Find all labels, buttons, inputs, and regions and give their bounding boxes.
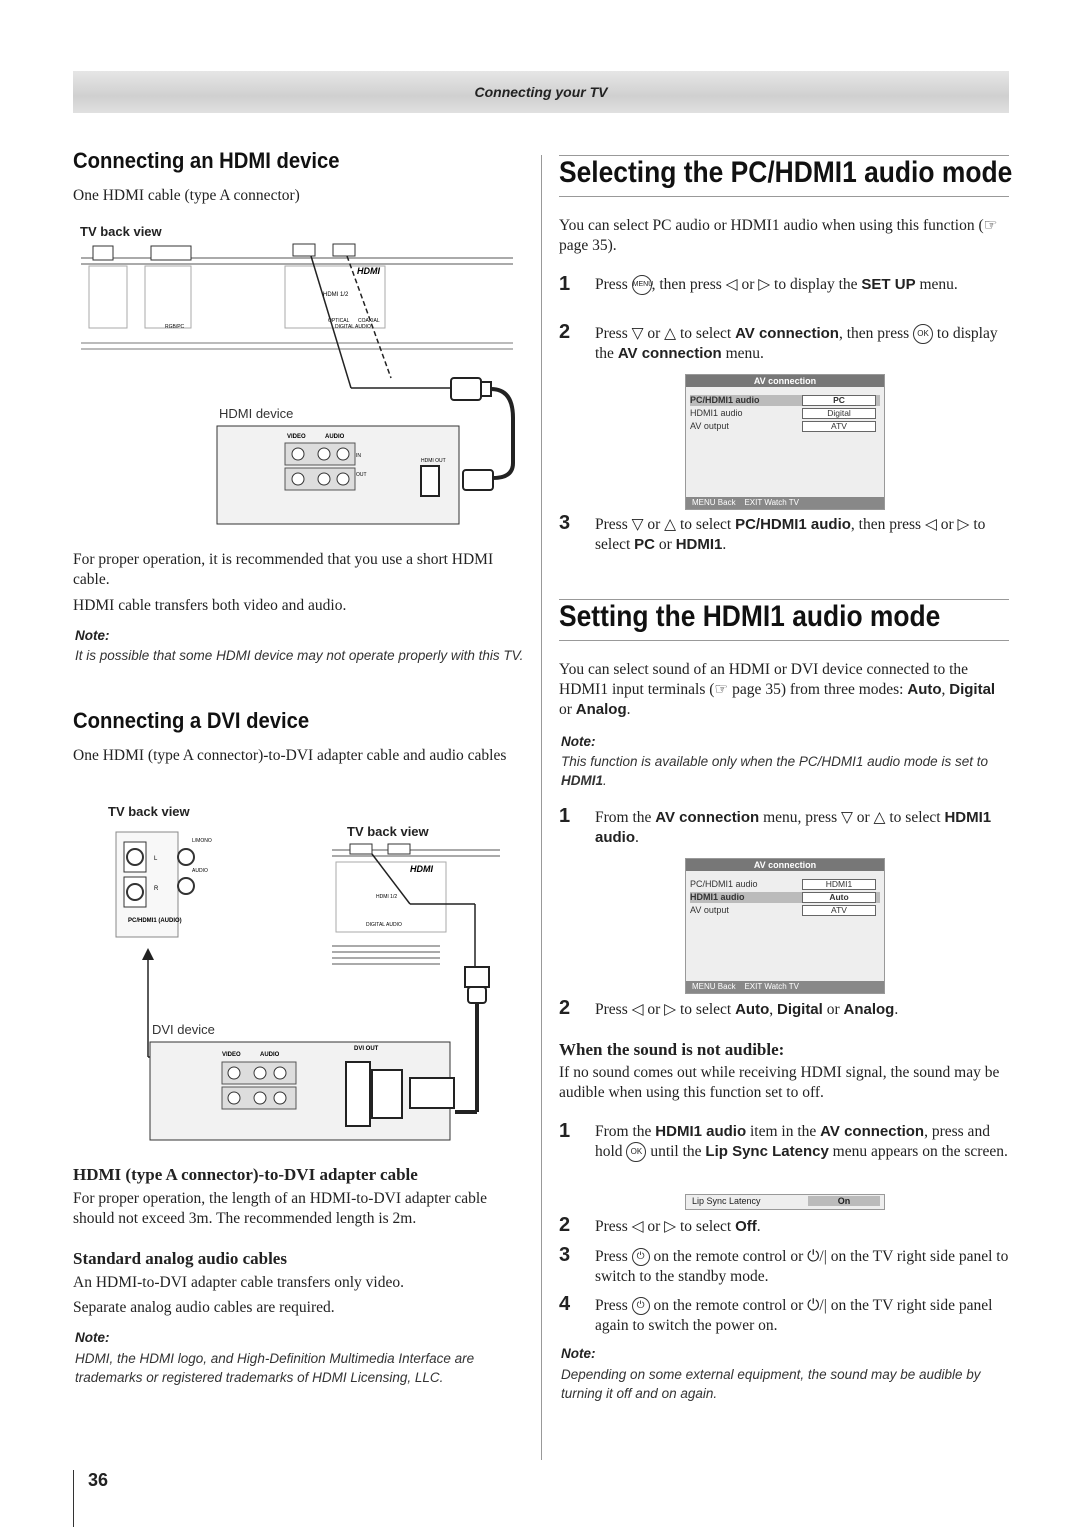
- hdmi1-note-label: Note:: [561, 734, 596, 749]
- hdmi1-intro: You can select sound of an HDMI or DVI device connected to the HDMI1 input terminals (☞ page 35) from three modes: Auto, Digital or Analog.: [559, 661, 996, 718]
- stepb1-text: From the HDMI1 audio item in the AV connection, press and hold OK until the Lip Sync Latency menu appears on the screen.: [595, 1122, 1010, 1162]
- menu1-row-hdmi1: HDMI1 audio Digital: [690, 408, 880, 419]
- stepb2-text: Press ◁ or ▷ to select Off.: [595, 1218, 761, 1235]
- tv-back-view-label-2: TV back view: [108, 804, 190, 819]
- analog-text2: Separate analog audio cables are required.: [73, 1299, 335, 1316]
- analog-heading: Standard analog audio cables: [73, 1249, 287, 1268]
- optical-label: OPTICAL: [328, 318, 350, 324]
- power-button-icon: ⏻: [632, 1248, 650, 1266]
- power-button-icon-2: ⏻: [632, 1297, 650, 1315]
- adapter-heading: HDMI (type A connector)-to-DVI adapter cable: [73, 1165, 418, 1184]
- ok-button-icon-2: OK: [626, 1142, 646, 1162]
- svg-text:HDMI: HDMI: [410, 864, 433, 874]
- coaxial-label: COAXIAL: [358, 318, 380, 324]
- pchdmi1-audio-label: PC/HDMI1 (AUDIO): [128, 918, 182, 924]
- stepb2-number: 2: [559, 1214, 571, 1236]
- digital-audio-label-2: DIGITAL AUDIO: [366, 922, 402, 928]
- step2-text: Press ▽ or △ to select AV connection, then press OK to display the AV connection menu.: [595, 325, 998, 363]
- audio-label-2: AUDIO: [260, 1052, 280, 1058]
- dvi-connection-diagram: [110, 822, 510, 1152]
- hdmi1-heading: Setting the HDMI1 audio mode: [559, 600, 941, 633]
- ok-button-icon: OK: [913, 324, 933, 344]
- menu1-row-avout: AV output ATV: [690, 421, 880, 432]
- dvi-intro: One HDMI (type A connector)-to-DVI adapter cable and audio cables: [73, 747, 507, 764]
- hdmi12-label-2: HDMI 1/2: [376, 894, 398, 900]
- stepb3-text: Press ⏻ on the remote control or ⏻/| on the TV right side panel to switch to the standby mode.: [595, 1248, 1009, 1285]
- video-label: VIDEO: [287, 434, 306, 440]
- r-label: R: [154, 886, 159, 892]
- lmono-label: L/MONO: [192, 838, 212, 844]
- final-note-text: Depending on some external equipment, the sound may be audible by turning it off and on again.: [561, 1367, 981, 1401]
- stepb1-number: 1: [559, 1120, 571, 1142]
- pc-heading: Selecting the PC/HDMI1 audio mode: [559, 156, 1013, 189]
- stepa1-number: 1: [559, 805, 571, 827]
- hdmi-note-text: It is possible that some HDMI device may not operate properly with this TV.: [75, 648, 524, 663]
- hdmi-heading: Connecting an HDMI device: [73, 148, 340, 173]
- hdmi-connection-diagram: [73, 238, 523, 530]
- step1-text: Press MENU, then press ◁ or ▷ to display the SET UP menu.: [595, 275, 1010, 295]
- menu1-row-pchdmi1: PC/HDMI1 audio PC: [690, 395, 880, 406]
- menu2-footer: MENU Back EXIT Watch TV: [686, 981, 884, 993]
- hdmi1-note-text: This function is available only when the PC/HDMI1 audio mode is set to HDMI1.: [561, 754, 988, 788]
- av-connection-menu-1: [685, 374, 885, 510]
- step3-number: 3: [559, 512, 571, 534]
- dvi-out-label: DVI OUT: [354, 1046, 379, 1052]
- menu1-title: AV connection: [686, 375, 884, 387]
- out-label: OUT: [356, 472, 367, 478]
- rule-bottom-1: [559, 196, 1009, 197]
- analog-text1: An HDMI-to-DVI adapter cable transfers only video.: [73, 1274, 404, 1291]
- dvi-device-label: DVI device: [152, 1022, 215, 1037]
- stepb4-number: 4: [559, 1293, 571, 1315]
- hdmi-note-label: Note:: [75, 628, 110, 643]
- menu1-footer: MENU Back EXIT Watch TV: [686, 497, 884, 509]
- stepa2-text: Press ◁ or ▷ to select Auto, Digital or Analog.: [595, 1001, 899, 1018]
- not-audible-heading: When the sound is not audible:: [559, 1040, 785, 1059]
- tv-back-view-label-3: TV back view: [347, 824, 429, 839]
- hdmi-intro: One HDMI cable (type A connector): [73, 187, 300, 204]
- hdmi-para2: HDMI cable transfers both video and audio.: [73, 597, 347, 614]
- video-label-2: VIDEO: [222, 1052, 241, 1058]
- hdmi-para1: For proper operation, it is recommended that you use a short HDMI cable.: [73, 551, 494, 588]
- pc-intro: You can select PC audio or HDMI1 audio when using this function (☞ page 35).: [559, 217, 998, 254]
- stepa2-number: 2: [559, 997, 571, 1019]
- lip-sync-bar: Lip Sync Latency On: [685, 1194, 885, 1210]
- hdmi-logo: HDMI: [357, 266, 380, 276]
- menu2-row-pchdmi1: PC/HDMI1 audio HDMI1: [690, 879, 880, 890]
- rule-bottom-2: [559, 640, 1009, 641]
- trademark-note-label: Note:: [75, 1330, 110, 1345]
- step3-text: Press ▽ or △ to select PC/HDMI1 audio, then press ◁ or ▷ to select PC or HDMI1.: [595, 516, 986, 553]
- menu2-title: AV connection: [686, 859, 884, 871]
- adapter-text: For proper operation, the length of an HDMI-to-DVI adapter cable should not exceed 3m. The recommended length is 2m.: [73, 1190, 488, 1227]
- section-header: Connecting your TV: [474, 84, 608, 100]
- step1-number: 1: [559, 273, 571, 295]
- l-label: L: [154, 856, 158, 862]
- rgbpc-label: RGB/PC: [165, 324, 185, 330]
- hdmi12-label: HDMI 1/2: [323, 292, 349, 298]
- audio-label: AUDIO: [325, 434, 345, 440]
- in-label: IN: [356, 453, 361, 459]
- stepb4-text: Press ⏻ on the remote control or ⏻/| on the TV right side panel again to switch the power on.: [595, 1297, 993, 1334]
- dvi-heading: Connecting a DVI device: [73, 708, 310, 733]
- page-number-rule: [73, 1470, 74, 1527]
- stepa1-text: From the AV connection menu, press ▽ or △ to select HDMI1 audio.: [595, 809, 992, 846]
- hdmi-device-label: HDMI device: [219, 406, 294, 421]
- menu-button-icon: MENU: [632, 275, 652, 295]
- av-connection-menu-2: [685, 858, 885, 994]
- not-audible-text: If no sound comes out while receiving HDMI signal, the sound may be audible when using this function set to off.: [559, 1064, 1000, 1101]
- hdmi-out-label: HDMI OUT: [421, 458, 446, 464]
- digital-audio-label: DIGITAL AUDIO: [335, 324, 371, 330]
- final-note-label: Note:: [561, 1346, 596, 1361]
- menu2-row-hdmi1: HDMI1 audio Auto: [690, 892, 880, 903]
- audio-short-label: AUDIO: [192, 868, 208, 874]
- page-number: 36: [88, 1470, 109, 1490]
- tv-back-view-label: TV back view: [80, 224, 162, 239]
- menu2-row-avout: AV output ATV: [690, 905, 880, 916]
- column-divider: [541, 155, 542, 1460]
- step2-number: 2: [559, 321, 571, 343]
- stepb3-number: 3: [559, 1244, 571, 1266]
- trademark-note-text: HDMI, the HDMI logo, and High-Definition Multimedia Interface are trademarks or registered trademarks of HDMI Licensing, LLC.: [75, 1351, 475, 1385]
